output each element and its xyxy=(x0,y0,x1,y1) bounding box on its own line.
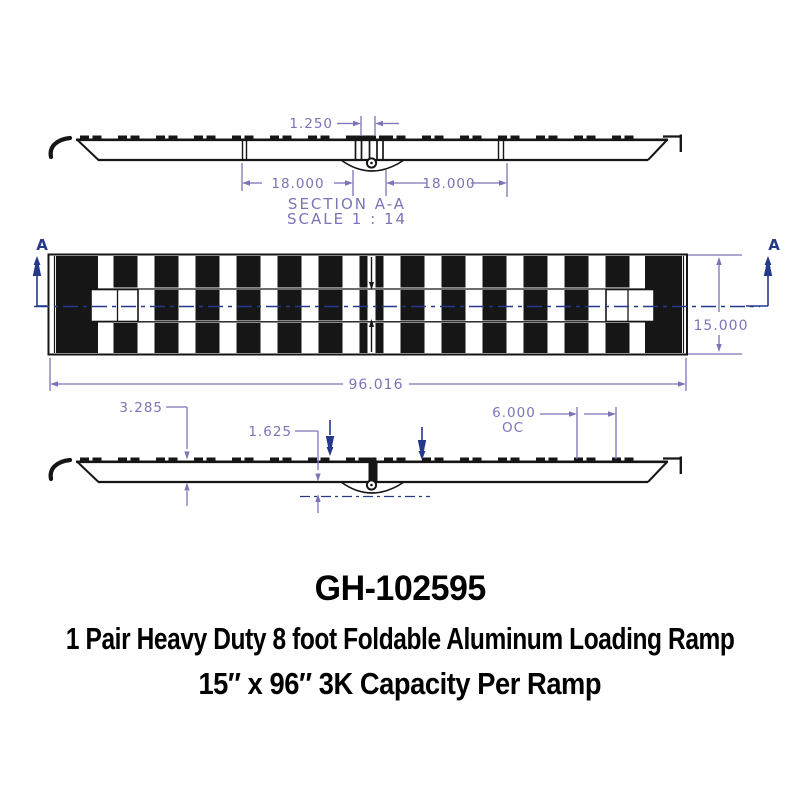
dim-hinge-gap-label: 1.250 xyxy=(289,116,333,132)
plan-view xyxy=(49,255,688,355)
section-scale: SCALE 1 : 14 xyxy=(286,210,408,228)
caption-block xyxy=(0,570,800,701)
dim-pin-label: 1.625 xyxy=(248,424,292,440)
section-side-view xyxy=(51,135,681,172)
product-code: GH-102595 xyxy=(314,569,486,608)
dim-right-span-label: 18.000 xyxy=(422,176,476,192)
dim-length-label: 96.016 xyxy=(348,377,404,393)
profile-side-view xyxy=(51,457,681,494)
dim-height-label: 3.285 xyxy=(119,400,163,416)
dim-spacing-oc-label: OC xyxy=(501,420,525,436)
section-title: SECTION A-A xyxy=(287,195,407,213)
product-spec: 15″ x 96″ 3K Capacity Per Ramp xyxy=(198,665,602,701)
dim-left-span-label: 18.000 xyxy=(271,176,325,192)
dim-width-label: 15.000 xyxy=(693,318,749,334)
section-marker-a-right: A xyxy=(768,236,780,254)
section-marker-a-left: A xyxy=(36,236,48,254)
product-title: 1 Pair Heavy Duty 8 foot Foldable Aluminum Loading Ramp xyxy=(65,620,735,656)
dim-spacing-label: 6.000 xyxy=(492,405,536,421)
